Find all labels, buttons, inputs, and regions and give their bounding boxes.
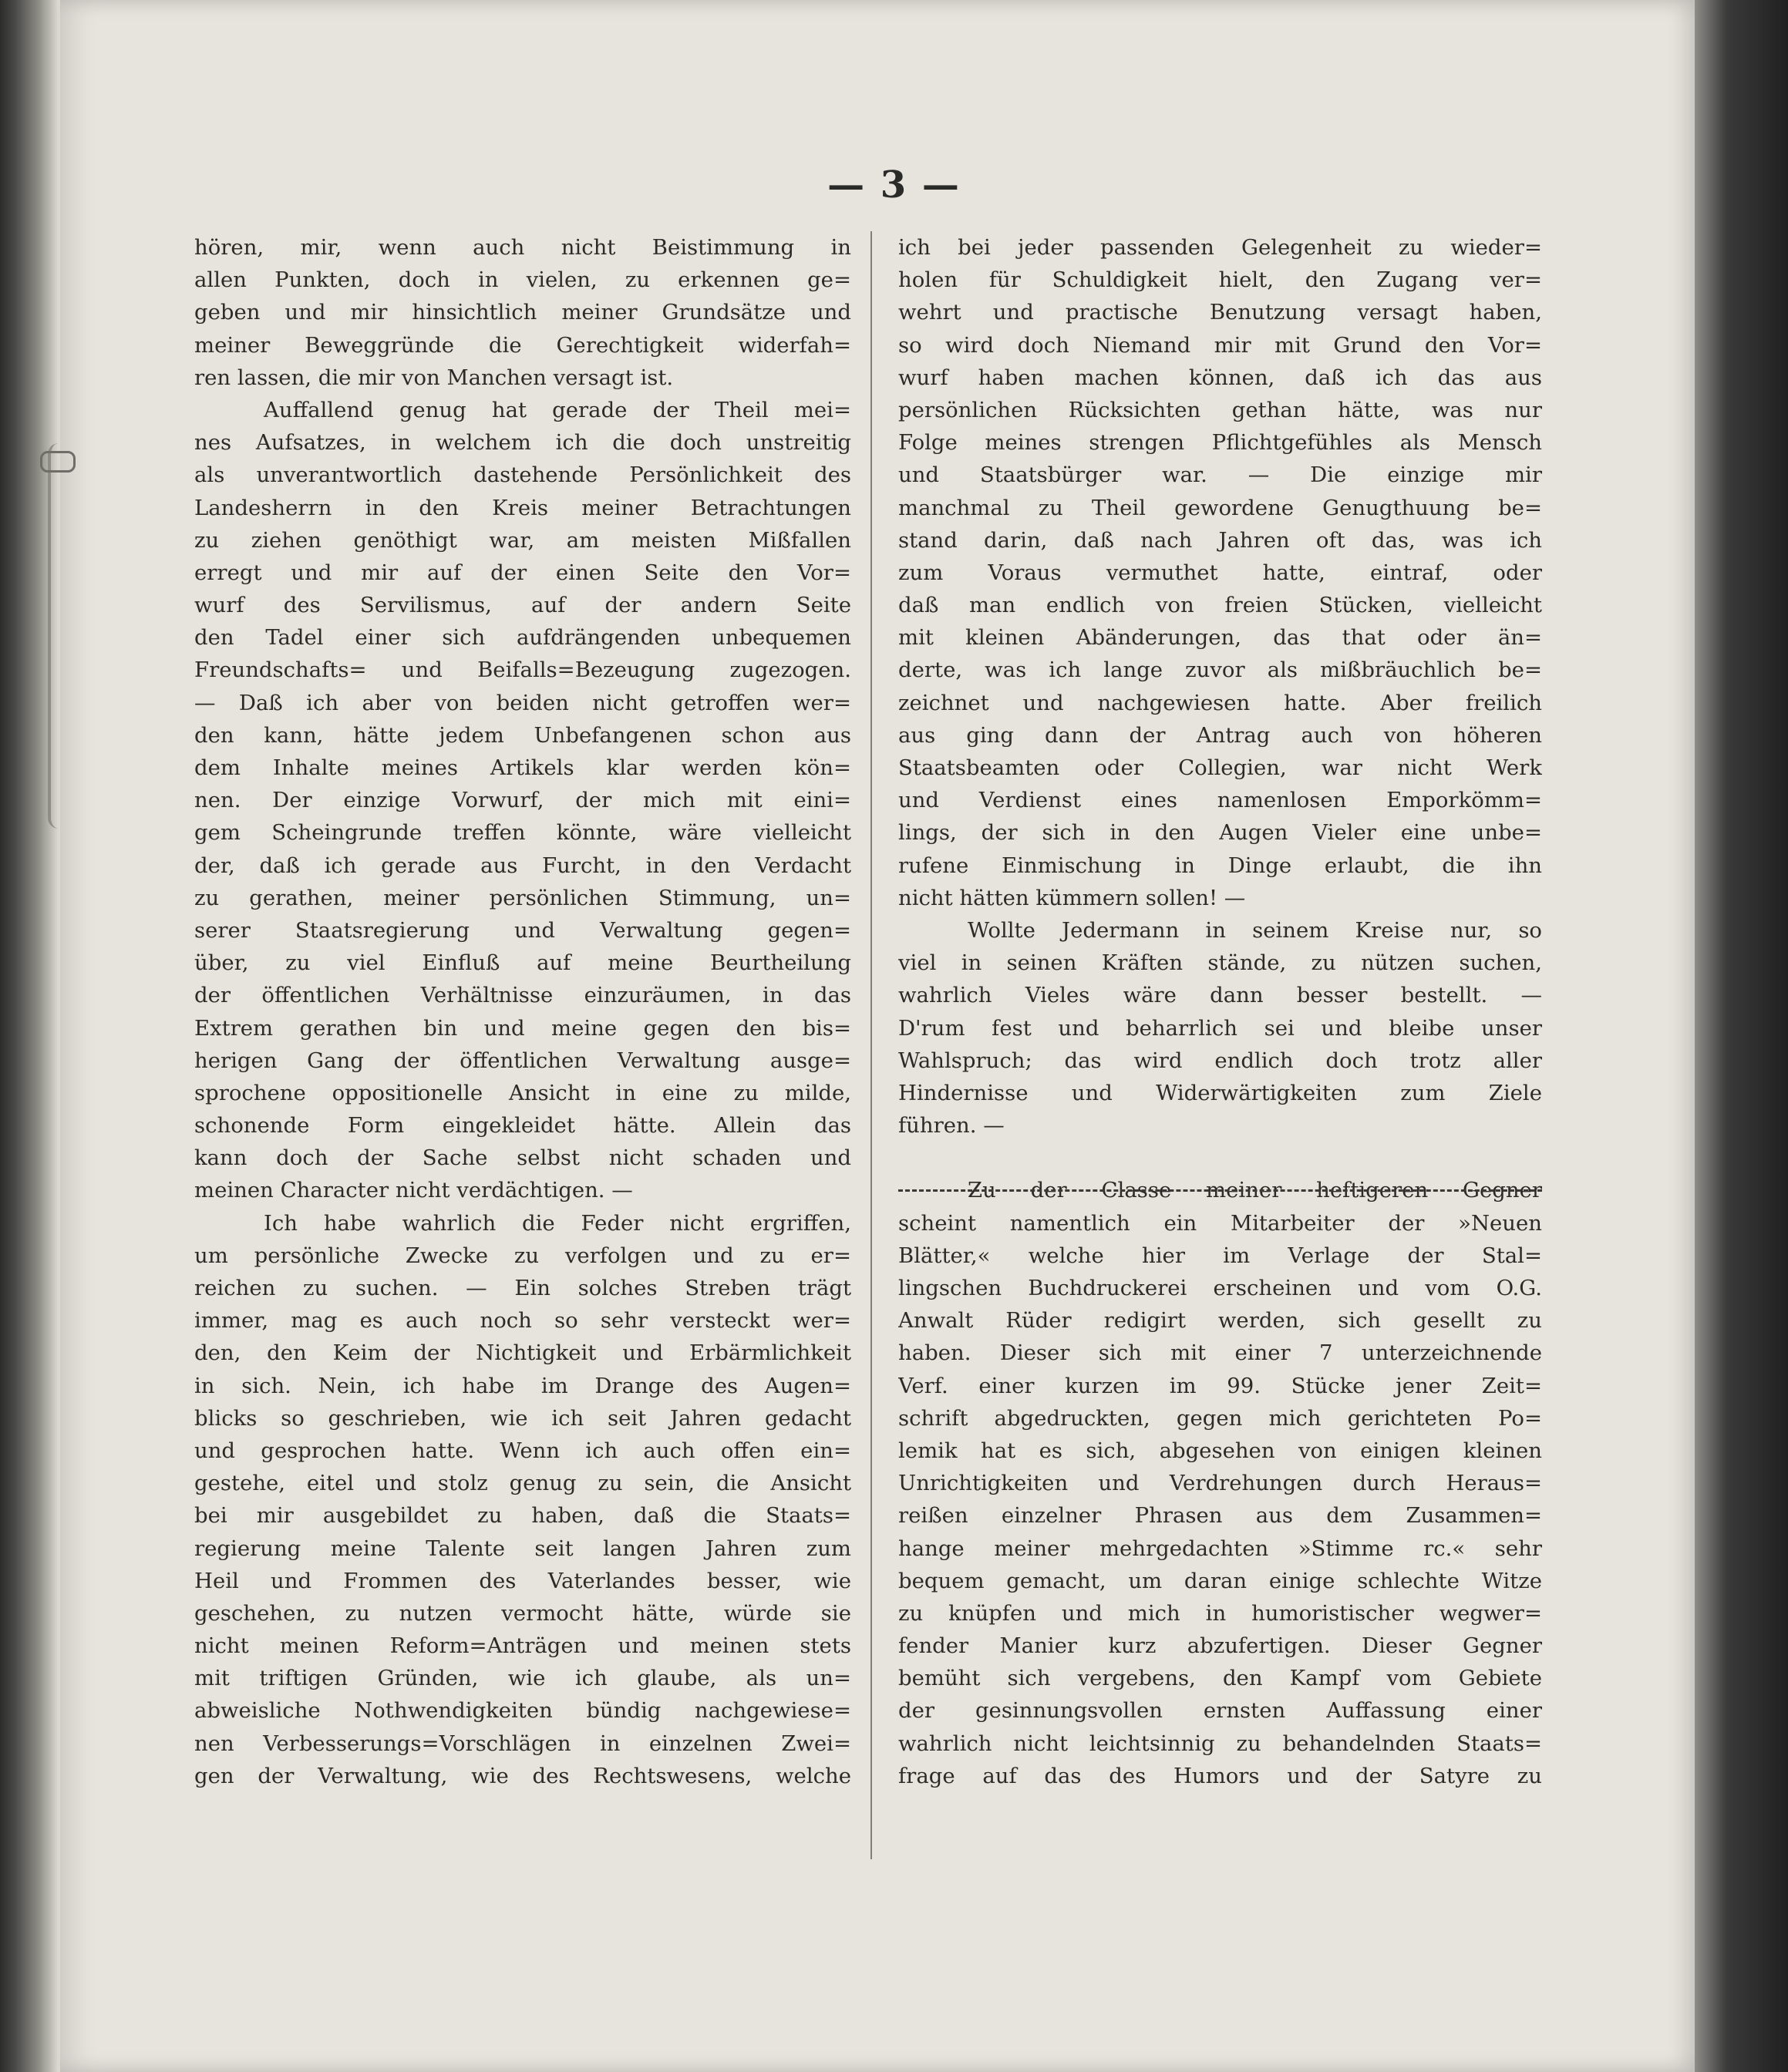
text-line: gen der Verwaltung, wie des Rechtswesens, welche [194, 1763, 851, 1788]
text-line: den Tadel einer sich aufdrängenden unbequemen [194, 625, 851, 651]
text-line: immer, mag es auch noch so sehr versteckt wer= [194, 1308, 851, 1334]
text-line: sprochene oppositionelle Ansicht in eine zu milde, [194, 1080, 851, 1105]
text-line [898, 1142, 1542, 1174]
text-line: hören, mir, wenn auch nicht Beistimmung in [194, 235, 851, 260]
text-line: Extrem gerathen bin und meine gegen den bis= [194, 1015, 851, 1041]
text-line: nicht meinen Reform=Anträgen und meinen stets [194, 1633, 851, 1659]
text-line: blicks so geschrieben, wie ich seit Jahren gedacht [194, 1405, 851, 1431]
text-line: so wird doch Niemand mir mit Grund den Vor= [898, 332, 1542, 358]
text-line: Folge meines strengen Pflichtgefühles als Mensch [898, 430, 1542, 456]
text-line: viel in seinen Kräften stände, zu nützen suchen, [898, 950, 1542, 976]
text-line: wurf des Servilismus, auf der andern Seite [194, 593, 851, 618]
text-line: nen. Der einzige Vorwurf, der mich mit eini= [194, 788, 851, 813]
text-line: zu knüpfen und mich in humoristischer wegwer= [898, 1600, 1542, 1626]
text-line: schrift abgedruckten, gegen mich gerichteten Po= [898, 1405, 1542, 1431]
text-line: gem Scheingrunde treffen könnte, wäre vielleicht [194, 820, 851, 846]
text-line: und Verdienst eines namenlosen Emporkömm= [898, 788, 1542, 813]
text-line: zeichnet und nachgewiesen hatte. Aber freilich [898, 690, 1542, 715]
text-line: mit triftigen Gründen, wie ich glaube, als un= [194, 1666, 851, 1691]
text-line: Ich habe wahrlich die Feder nicht ergriffen, [264, 1210, 851, 1236]
text-line: regierung meine Talente seit langen Jahren zum [194, 1536, 851, 1561]
text-line: hange meiner mehrgedachten »Stimme rc.« sehr [898, 1536, 1542, 1561]
text-line: mit kleinen Abänderungen, das that oder än= [898, 625, 1542, 651]
text-line: geben und mir hinsichtlich meiner Grundsätze und [194, 300, 851, 325]
text-line: nen Verbesserungs=Vorschlägen in einzelnen Zwei= [194, 1731, 851, 1756]
text-line: zu gerathen, meiner persönlichen Stimmung, un= [194, 885, 851, 910]
text-line: allen Punkten, doch in vielen, zu erkennen ge= [194, 267, 851, 293]
text-line: fender Manier kurz abzufertigen. Dieser Gegner [898, 1633, 1542, 1659]
text-line: ren lassen, die mir von Manchen versagt ist. [194, 365, 674, 390]
text-line: D'rum fest und beharrlich sei und bleibe unser [898, 1015, 1542, 1041]
text-line: aus ging dann der Antrag auch von höheren [898, 722, 1542, 748]
text-line: nes Aufsatzes, in welchem ich die doch unstreitig [194, 430, 851, 456]
text-line: — Daß ich aber von beiden nicht getroffen wer= [194, 690, 851, 715]
right-text-column [898, 231, 1542, 1792]
text-line: abweisliche Nothwendigkeiten bündig nachgewiese= [194, 1698, 851, 1724]
text-line: kann doch der Sache selbst nicht schaden und [194, 1145, 851, 1171]
page-number: — 3 — [827, 163, 961, 207]
text-line: Freundschafts= und Beifalls=Bezeugung zugezogen. [194, 658, 851, 683]
text-line: schonende Form eingekleidet hätte. Allein das [194, 1113, 851, 1139]
text-line: herigen Gang der öffentlichen Verwaltung ausge= [194, 1048, 851, 1073]
text-line: bequem gemacht, um daran einige schlechte Witze [898, 1568, 1542, 1593]
text-line: in sich. Nein, ich habe im Drange des Augen= [194, 1373, 851, 1398]
text-line: Wollte Jedermann in seinem Kreise nur, so [968, 917, 1542, 943]
text-line: der, daß ich gerade aus Furcht, in den Verdacht [194, 853, 851, 878]
left-text-column [194, 231, 851, 1792]
text-line: erregt und mir auf der einen Seite den Vor= [194, 560, 851, 585]
text-line: bemüht sich vergebens, den Kampf vom Gebiete [898, 1666, 1542, 1691]
text-line: wahrlich nicht leichtsinnig zu behandelnden Staats= [898, 1731, 1542, 1756]
text-line: meinen Character nicht verdächtigen. — [194, 1178, 633, 1203]
text-line: Wahlspruch; das wird endlich doch trotz aller [898, 1048, 1542, 1073]
text-line: reichen zu suchen. — Ein solches Streben trägt [194, 1276, 851, 1300]
text-line: dem Inhalte meines Artikels klar werden kön= [194, 755, 851, 780]
text-line: Landesherrn in den Kreis meiner Betrachtungen [194, 495, 851, 520]
section-separator-rule [898, 1189, 1542, 1195]
text-line: reißen einzelner Phrasen aus dem Zusammen= [898, 1503, 1542, 1529]
text-line: wurf haben machen können, daß ich das aus [898, 365, 1542, 390]
text-line: lings, der sich in den Augen Vieler eine unbe= [898, 820, 1542, 846]
text-line: ich bei jeder passenden Gelegenheit zu wieder= [898, 235, 1542, 260]
column-divider [870, 231, 872, 1859]
text-line: Verf. einer kurzen im 99. Stücke jener Zeit= [898, 1373, 1542, 1398]
text-line: scheint namentlich ein Mitarbeiter der »Neuen [898, 1210, 1542, 1236]
text-line: Anwalt Rüder redigirt werden, sich gesellt zu [898, 1308, 1542, 1334]
text-line: Staatsbeamten oder Collegien, war nicht Werk [898, 755, 1542, 780]
text-line: Heil und Frommen des Vaterlandes besser, wie [194, 1568, 851, 1593]
text-line: der öffentlichen Verhältnisse einzuräumen, in das [194, 983, 851, 1008]
text-line: und Staatsbürger war. — Die einzige mir [898, 462, 1542, 488]
text-line: persönlichen Rücksichten gethan hätte, was nur [898, 397, 1542, 422]
text-line: Hindernisse und Widerwärtigkeiten zum Ziele [898, 1080, 1542, 1105]
text-line: führen. — [898, 1113, 1005, 1139]
text-line: zum Voraus vermuthet hatte, eintraf, oder [898, 560, 1542, 585]
text-line: den kann, hätte jedem Unbefangenen schon aus [194, 722, 851, 748]
text-line: haben. Dieser sich mit einer 7 unterzeichnende [898, 1340, 1542, 1366]
text-line: geschehen, zu nutzen vermocht hätte, würde sie [194, 1600, 851, 1626]
text-line: rufene Einmischung in Dinge erlaubt, die ihn [898, 853, 1542, 878]
text-line: manchmal zu Theil gewordene Genugthuung be= [898, 495, 1542, 520]
text-line: nicht hätten kümmern sollen! — [898, 885, 1246, 910]
text-line: gestehe, eitel und stolz genug zu sein, die Ansicht [194, 1471, 851, 1496]
text-line: lemik hat es sich, abgesehen von einigen kleinen [898, 1438, 1542, 1463]
text-line: um persönliche Zwecke zu verfolgen und zu er= [194, 1243, 851, 1268]
text-line: der gesinnungsvollen ernsten Auffassung einer [898, 1698, 1542, 1724]
text-line: bei mir ausgebildet zu haben, daß die Staats= [194, 1503, 851, 1529]
text-line: daß man endlich von freien Stücken, vielleicht [898, 593, 1542, 618]
text-line: zu ziehen genöthigt war, am meisten Mißfallen [194, 527, 851, 553]
text-line: Zu der Classe meiner heftigeren Gegner [968, 1178, 1542, 1203]
text-line: Auffallend genug hat gerade der Theil mei= [264, 397, 851, 422]
text-line: lingschen Buchdruckerei erscheinen und vom O.G. [898, 1276, 1542, 1300]
text-line: serer Staatsregierung und Verwaltung gegen= [194, 917, 851, 943]
text-line: frage auf das des Humors und der Satyre zu [898, 1763, 1542, 1788]
text-line: stand darin, daß nach Jahren oft das, was ich [898, 527, 1542, 553]
text-line: über, zu viel Einfluß auf meine Beurtheilung [194, 950, 851, 976]
text-line: Unrichtigkeiten und Verdrehungen durch Heraus= [898, 1471, 1542, 1496]
text-line: und gesprochen hatte. Wenn ich auch offen ein= [194, 1438, 851, 1463]
text-line: wehrt und practische Benutzung versagt haben, [898, 300, 1542, 325]
text-line: den, den Keim der Nichtigkeit und Erbärmlichkeit [194, 1340, 851, 1366]
text-line: meiner Beweggründe die Gerechtigkeit widerfah= [194, 332, 851, 358]
text-line: wahrlich Vieles wäre dann besser bestellt. — [898, 983, 1542, 1008]
text-line: Blätter,« welche hier im Verlage der Stal= [898, 1243, 1542, 1268]
text-line: derte, was ich lange zuvor als mißbräuchlich be= [898, 658, 1542, 683]
text-line: als unverantwortlich dastehende Persönlichkeit des [194, 462, 851, 488]
binding-thread [48, 443, 72, 829]
text-line: holen für Schuldigkeit hielt, den Zugang ver= [898, 267, 1542, 293]
